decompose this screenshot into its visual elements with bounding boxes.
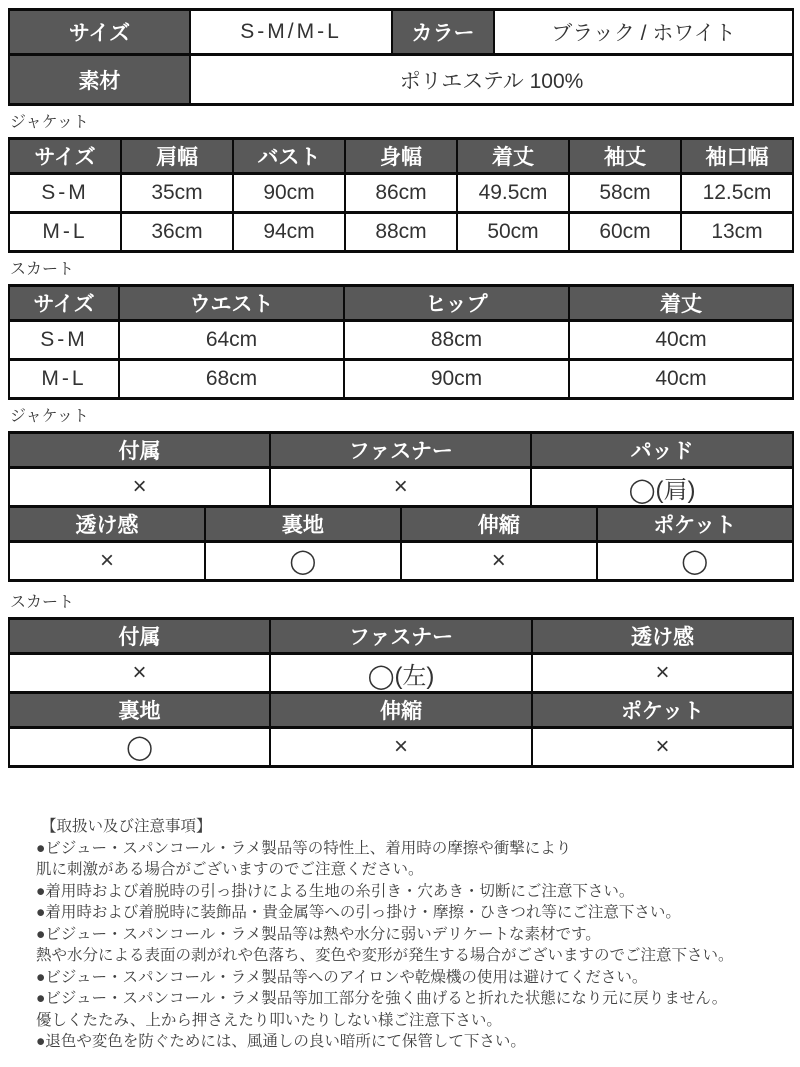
color-value: ブラック / ホワイト — [494, 10, 793, 55]
note-line: ●着用時および着脱時の引っ掛けによる生地の糸引き・穴あき・切断にご注意下さい。 — [36, 882, 635, 900]
detail-value-cell: ◯ — [205, 542, 401, 581]
column-header: 裏地 — [205, 507, 401, 542]
note-line: 優しくたたみ、上から押さえたり叩いたりしない様ご注意下さい。 — [36, 1011, 502, 1029]
skirt-measurements-table — [8, 284, 794, 400]
table-row — [9, 654, 793, 693]
measurement-cell: 86cm — [345, 174, 457, 213]
detail-value-cell: × — [9, 468, 270, 507]
material-value: ポリエステル 100% — [190, 55, 793, 105]
size-header: サイズ — [9, 10, 190, 55]
column-header: 付属 — [9, 619, 270, 654]
skirt-details-header-row-2 — [9, 693, 793, 728]
skirt-details-label: スカート — [10, 594, 75, 611]
measurement-cell: 88cm — [344, 321, 569, 360]
jacket-details-label: ジャケット — [10, 408, 89, 425]
note-line: ●ビジュー・スパンコール・ラメ製品等の特性上、着用時の摩擦や衝撃により — [36, 839, 572, 857]
column-header: バスト — [233, 139, 345, 174]
measurement-cell: 13cm — [681, 213, 793, 252]
column-header: 肩幅 — [121, 139, 233, 174]
column-header: ポケット — [597, 507, 793, 542]
jacket-measurements-table — [8, 137, 794, 253]
column-header: ヒップ — [344, 286, 569, 321]
measurement-cell: 50cm — [457, 213, 569, 252]
notes-title: 【取扱い及び注意事項】 — [41, 818, 212, 835]
measurement-cell: 36cm — [121, 213, 233, 252]
table-row — [9, 213, 793, 252]
column-header: 袖口幅 — [681, 139, 793, 174]
size-cell: M-L — [9, 213, 121, 252]
table-row — [9, 360, 793, 399]
column-header: ファスナー — [270, 433, 531, 468]
column-header: 伸縮 — [401, 507, 597, 542]
note-line: ●ビジュー・スパンコール・ラメ製品等へのアイロンや乾燥機の使用は避けてください。 — [36, 968, 648, 986]
color-header: カラー — [392, 10, 494, 55]
measurement-cell: 12.5cm — [681, 174, 793, 213]
detail-value-cell: × — [9, 542, 205, 581]
measurement-cell: 35cm — [121, 174, 233, 213]
measurement-cell: 90cm — [233, 174, 345, 213]
skirt-details-table — [8, 617, 794, 768]
size-cell: M-L — [9, 360, 119, 399]
column-header: 付属 — [9, 433, 270, 468]
detail-value-cell: × — [532, 728, 793, 767]
jacket-measurements-label: ジャケット — [10, 114, 89, 131]
jacket-details-table — [8, 431, 794, 582]
measurement-cell: 90cm — [344, 360, 569, 399]
column-header: 袖丈 — [569, 139, 681, 174]
table-row — [9, 542, 793, 581]
note-line: 肌に刺激がある場合がございますのでご注意ください。 — [36, 861, 424, 878]
detail-value-cell: ◯ — [9, 728, 270, 767]
size-cell: S-M — [9, 174, 121, 213]
measurement-cell: 88cm — [345, 213, 457, 252]
detail-value-cell: × — [532, 654, 793, 693]
spec-material-row — [9, 55, 793, 105]
jacket-measurements-header-row — [9, 139, 793, 174]
measurement-cell: 68cm — [119, 360, 344, 399]
table-row — [9, 174, 793, 213]
skirt-measurements-label: スカート — [10, 261, 75, 278]
note-line: ●退色や変色を防ぐためには、風通しの良い暗所にて保管して下さい。 — [36, 1033, 526, 1050]
column-header: 透け感 — [9, 507, 205, 542]
measurement-cell: 60cm — [569, 213, 681, 252]
column-header: ウエスト — [119, 286, 344, 321]
column-header: 裏地 — [9, 693, 270, 728]
column-header: 着丈 — [569, 286, 793, 321]
note-line: ●ビジュー・スパンコール・ラメ製品等加工部分を強く曲げると折れた状態になり元に戻りません。 — [36, 990, 728, 1007]
detail-value-cell: × — [270, 728, 532, 767]
column-header: 着丈 — [457, 139, 569, 174]
note-line: 熱や水分による表面の剥がれや色落ち、変色や変形が発生する場合がございますのでご注意下さい。 — [36, 947, 734, 964]
size-cell: S-M — [9, 321, 119, 360]
skirt-details-header-row-1 — [9, 619, 793, 654]
detail-value-cell: ◯(肩) — [531, 468, 792, 507]
column-header: ポケット — [532, 693, 793, 728]
jacket-details-header-row-2 — [9, 507, 793, 542]
measurement-cell: 49.5cm — [457, 174, 569, 213]
size-value: S-M/M-L — [190, 10, 392, 55]
column-header: ファスナー — [270, 619, 532, 654]
skirt-measurements-header-row — [9, 286, 793, 321]
measurement-cell: 58cm — [569, 174, 681, 213]
column-header: 身幅 — [345, 139, 457, 174]
spec-size-color-row — [9, 10, 793, 55]
column-header: サイズ — [9, 286, 119, 321]
material-header: 素材 — [9, 55, 190, 105]
table-row — [9, 728, 793, 767]
column-header: サイズ — [9, 139, 121, 174]
detail-value-cell: × — [270, 468, 531, 507]
table-row — [9, 468, 793, 507]
measurement-cell: 40cm — [569, 360, 793, 399]
column-header: パッド — [531, 433, 792, 468]
measurement-cell: 94cm — [233, 213, 345, 252]
product-spec-table — [8, 8, 794, 106]
measurement-cell: 40cm — [569, 321, 793, 360]
handling-notes — [8, 816, 792, 1053]
detail-value-cell: × — [9, 654, 270, 693]
jacket-details-header-row-1 — [9, 433, 793, 468]
detail-value-cell: × — [401, 542, 597, 581]
detail-value-cell: ◯ — [597, 542, 793, 581]
table-row — [9, 321, 793, 360]
column-header: 透け感 — [532, 619, 793, 654]
note-line: ●ビジュー・スパンコール・ラメ製品等は熱や水分に弱いデリケートな素材です。 — [36, 925, 601, 943]
measurement-cell: 64cm — [119, 321, 344, 360]
column-header: 伸縮 — [270, 693, 532, 728]
detail-value-cell: ◯(左) — [270, 654, 532, 693]
note-line: ●着用時および着脱時に装飾品・貴金属等への引っ掛け・摩擦・ひきつれ等にご注意下さい。 — [36, 904, 681, 921]
